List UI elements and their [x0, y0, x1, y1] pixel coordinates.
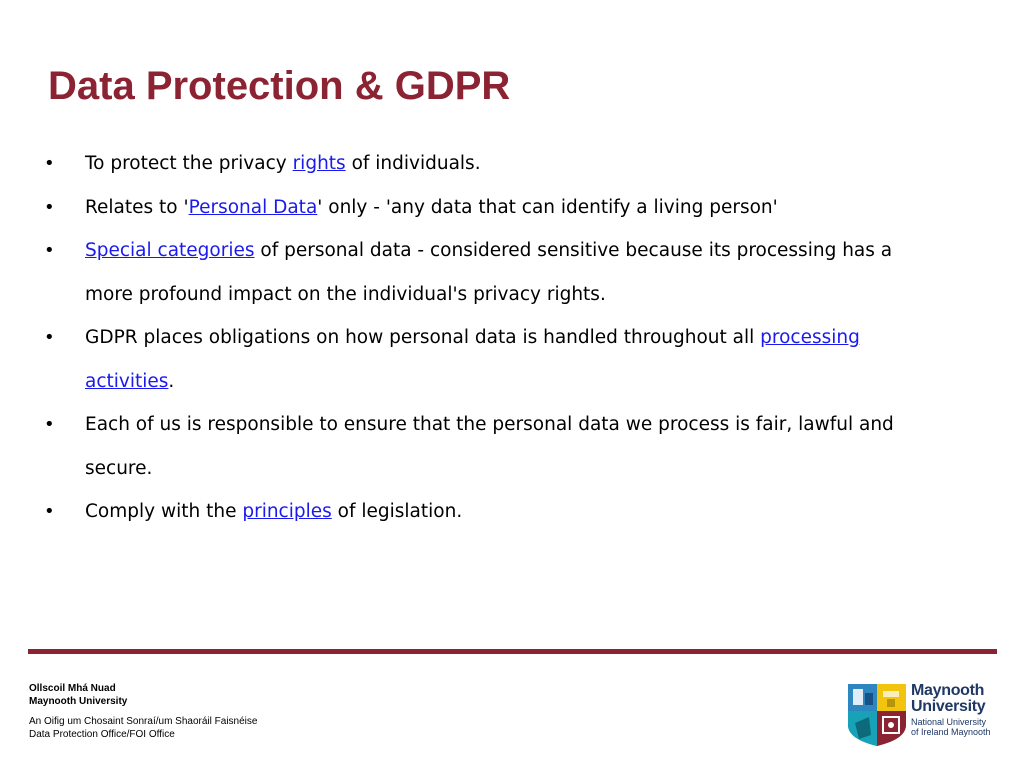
principles-link[interactable]: principles: [242, 501, 332, 522]
bullet-text: of legislation.: [331, 501, 463, 522]
logo-name-line2: University: [911, 698, 986, 715]
footer-office-info: [29, 682, 257, 741]
logo-name-line1: Maynooth: [911, 682, 985, 699]
bullet-text: GDPR places obligations on how personal data is handled throughout all: [85, 327, 761, 348]
bullet-icon: •: [44, 501, 55, 522]
bullet-text: Comply with the: [85, 501, 243, 522]
bullet-text: To protect the privacy: [85, 153, 293, 174]
bullet-text: of personal data - considered sensitive because its processing has a more profound impact on the individual's privacy rights.: [85, 240, 893, 305]
bullet-item-processing: [40, 316, 940, 403]
university-crest-icon: [847, 683, 907, 747]
bullet-icon: •: [44, 414, 55, 435]
bullet-item-special-categories: [40, 229, 940, 316]
slide-title: Data Protection & GDPR: [48, 64, 511, 108]
bullet-text: Relates to ': [85, 196, 189, 218]
special-categories-link[interactable]: Special categories: [85, 240, 255, 261]
bullet-item-personal-data: [40, 186, 940, 230]
footer-irish-university-name: Ollscoil Mhá Nuad: [29, 683, 116, 694]
footer-divider: [28, 649, 997, 654]
bullet-icon: •: [44, 153, 55, 174]
bullet-icon: •: [44, 327, 55, 348]
rights-link[interactable]: rights: [292, 153, 346, 174]
bullet-item-responsibility: [40, 403, 940, 490]
footer-irish-office-name: An Oifig um Chosaint Sonraí/um Shaoráil Faisnéise: [29, 716, 258, 727]
bullet-item-rights: [40, 142, 940, 186]
bullet-list: [40, 142, 940, 534]
bullet-icon: •: [44, 196, 55, 218]
footer-office-name: Data Protection Office/FOI Office: [29, 729, 175, 740]
maynooth-university-logo: [847, 683, 997, 747]
logo-sub-line2: of Ireland Maynooth: [911, 727, 991, 737]
bullet-text: .: [168, 370, 175, 392]
bullet-text: Each of us is responsible to ensure that the personal data we process is fair, lawful and secure.: [85, 414, 894, 479]
logo-sub-line1: National University: [911, 717, 987, 727]
logo-wordmark: [911, 683, 991, 737]
bullet-text: ' only - 'any data that can identify a living person': [317, 196, 778, 218]
bullet-text: of individuals.: [345, 153, 481, 174]
footer-university-name: Maynooth University: [29, 696, 128, 707]
bullet-icon: •: [44, 240, 55, 261]
bullet-item-principles: [40, 490, 940, 534]
personal-data-link[interactable]: Personal Data: [188, 196, 318, 218]
processing-activities-link[interactable]: processing activities: [85, 327, 860, 392]
